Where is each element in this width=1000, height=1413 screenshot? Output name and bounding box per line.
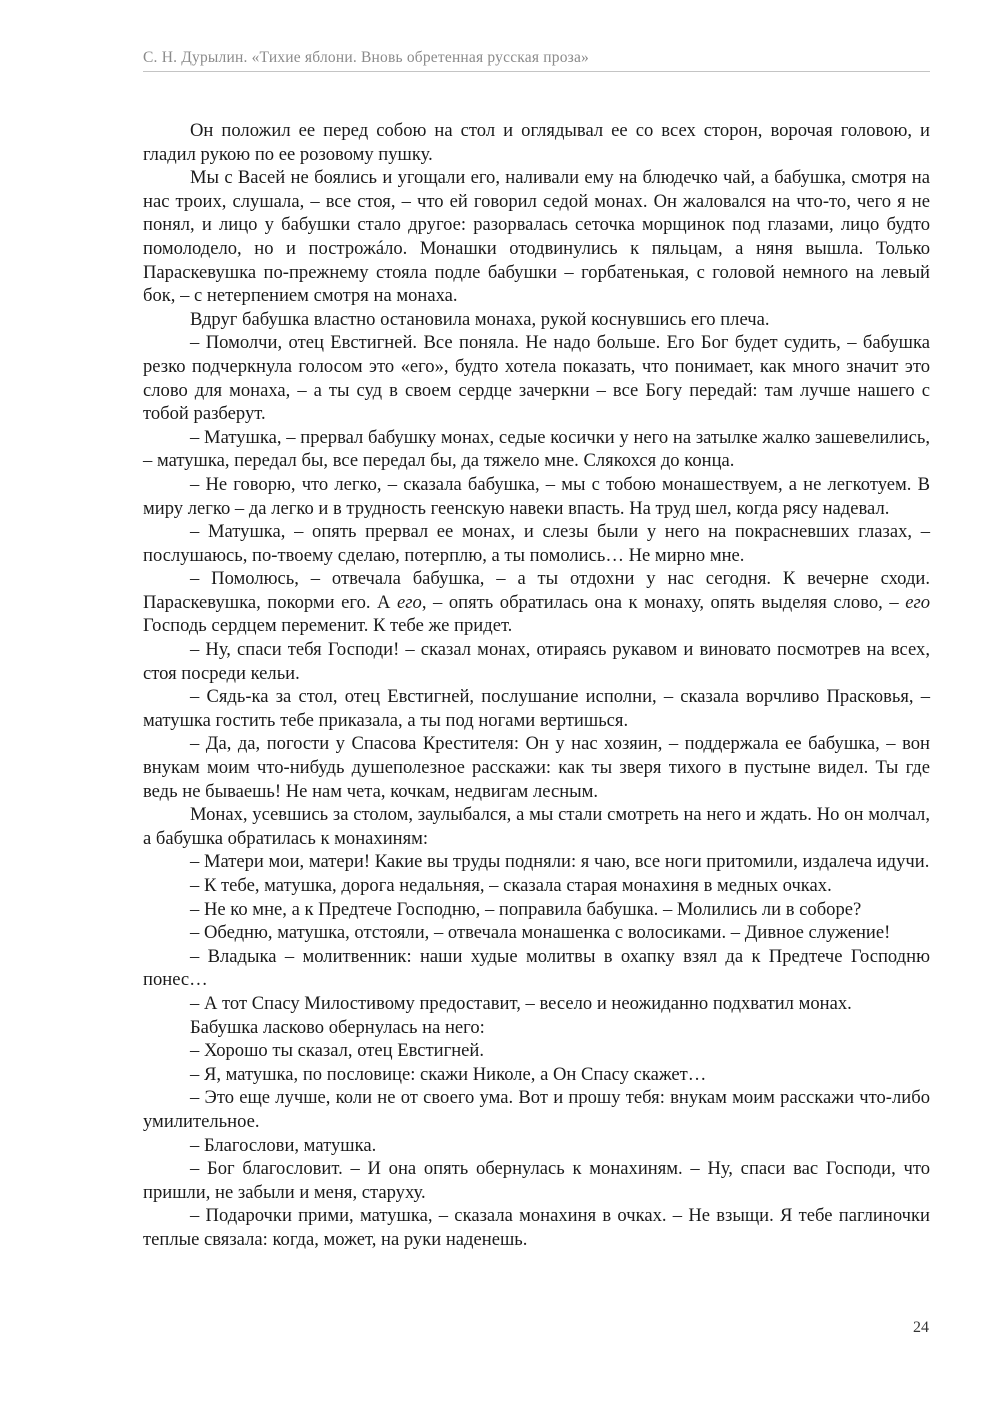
running-head: С. Н. Дурылин. «Тихие яблони. Вновь обретенная русская проза» xyxy=(143,49,589,66)
paragraph: – Не говорю, что легко, – сказала бабушка, – мы с тобою монашествуем, а не легкотуем. В миру легко – да легко и в трудность геенскую навеки впасть. На труд шел, когда рясу надевал. xyxy=(143,473,930,519)
paragraph: – Да, да, погости у Спасова Крестителя: Он у нас хозяин, – поддержала ее бабушка, – вон внукам моим что-нибудь душеполезное расскажи: как ты зверя тихого в пустыне видел. Ты где ведь не бываешь! Не нам чета, кочкам, недвигам лесным. xyxy=(143,733,930,802)
paragraph: – Помолчи, отец Евстигней. Все поняла. Не надо больше. Его Бог будет судить, – бабушка резко подчеркнула голосом это «его», будто хотела показать, что понимает, как много значит это слово для монаха, – а ты суд в своем сердце зачеркни – все Богу передай: там лучше нашего с тобой разберут. xyxy=(143,332,930,425)
paragraph: – Помолюсь, – отвечала бабушка, – а ты отдохни у нас сегодня. К вечерне сходи. Параскевушка, покорми его. А его, – опять обратилась она к монаху, опять выделяя слово, – его Господь сердцем переменит. К тебе же придет. xyxy=(143,568,930,637)
paragraph: – Не ко мне, а к Предтече Господню, – поправила бабушка. – Молились ли в соборе? xyxy=(190,898,862,920)
paragraph: – Я, матушка, по пословице: скажи Николе, а Он Спасу скажет… xyxy=(190,1063,707,1085)
paragraph: – Это еще лучше, коли не от своего ума. Вот и прошу тебя: внукам моим расскажи что-либо умилительное. xyxy=(143,1087,930,1132)
paragraph: Монах, усевшись за столом, заулыбался, а мы стали смотреть на него и ждать. Но он молчал, а бабушка обратилась к монахиням: xyxy=(143,804,930,849)
paragraph: – А тот Спасу Милостивому предоставит, – весело и неожиданно подхватил монах. xyxy=(190,992,852,1014)
paragraph: Мы с Васей не боялись и угощали его, наливали ему на блюдечко чай, а бабушка, смотря на нас троих, слушала, – все стоя, – что ей говорил седой монах. Он жаловался на что-то, чего я не понял, и лицо у бабушки стало другое: разорвалась сеточка морщинок под глазами, лицо будто помолодело, но и построжáло. Монашки отодвинулись к пяльцам, а няня вышла. Только Параскевушка по-прежнему стояла подле бабушки – горбатенькая, с головой немного на левый бок, – с нетерпением смотря на монаха. xyxy=(143,167,930,307)
paragraph: – Сядь-ка за стол, отец Евстигней, послушание исполни, – сказала ворчливо Прасковья, – матушка гостить тебе приказала, а ты под ногами вертишься. xyxy=(143,686,930,731)
page-number: 24 xyxy=(913,1319,929,1336)
header-divider xyxy=(143,71,930,72)
paragraph: – Ну, спаси тебя Господи! – сказал монах, отираясь рукавом и виновато посмотрев на всех, стоя посреди кельи. xyxy=(143,639,930,684)
paragraph: – Подарочки прими, матушка, – сказала монахиня в очках. – Не взыщи. Я тебе паглиночки теплые связала: когда, может, на руки наденешь. xyxy=(143,1205,930,1250)
paragraph: – Владыка – молитвенник: наши худые молитвы в охапку взял да к Предтече Господню понес… xyxy=(143,945,930,991)
paragraph: Вдруг бабушка властно остановила монаха, рукой коснувшись его плеча. xyxy=(190,308,770,330)
paragraph: – Матушка, – опять прервал ее монах, и слезы были у него на покрасневших глазах, – послушаюсь, по-твоему сделаю, потерплю, а ты помолись… Не мирно мне. xyxy=(143,521,930,566)
emphasis-text: его xyxy=(397,591,422,613)
paragraph: – Благослови, матушка. xyxy=(190,1134,377,1156)
paragraph: Он положил ее перед собою на стол и оглядывал ее со всех сторон, ворочая головою, и гладил рукою по ее розовому пушку. xyxy=(143,120,930,165)
paragraph: – К тебе, матушка, дорога недальняя, – сказала старая монахиня в медных очках. xyxy=(190,875,832,896)
paragraph: – Обедню, матушка, отстояли, – отвечала монашенка с волосиками. – Дивное служение! xyxy=(190,922,891,944)
paragraph: – Хорошо ты сказал, отец Евстигней. xyxy=(190,1040,485,1062)
paragraph: – Бог благословит. – И она опять обернулась к монахиням. – Ну, спаси вас Господи, что пришли, не забыли и меня, старуху. xyxy=(143,1158,930,1203)
paragraph: – Матушка, – прервал бабушку монах, седые косички у него на затылке жалко зашевелились, – матушка, передал бы, все передал бы, да тяжело мне. Слякохся до конца. xyxy=(143,426,930,472)
body-text xyxy=(143,119,930,1252)
paragraph: – Матери мои, матери! Какие вы труды подняли: я чаю, все ноги притомили, издалеча идучи. xyxy=(190,851,930,873)
paragraph: Бабушка ласково обернулась на него: xyxy=(190,1016,485,1038)
emphasis-text: его xyxy=(905,591,930,613)
